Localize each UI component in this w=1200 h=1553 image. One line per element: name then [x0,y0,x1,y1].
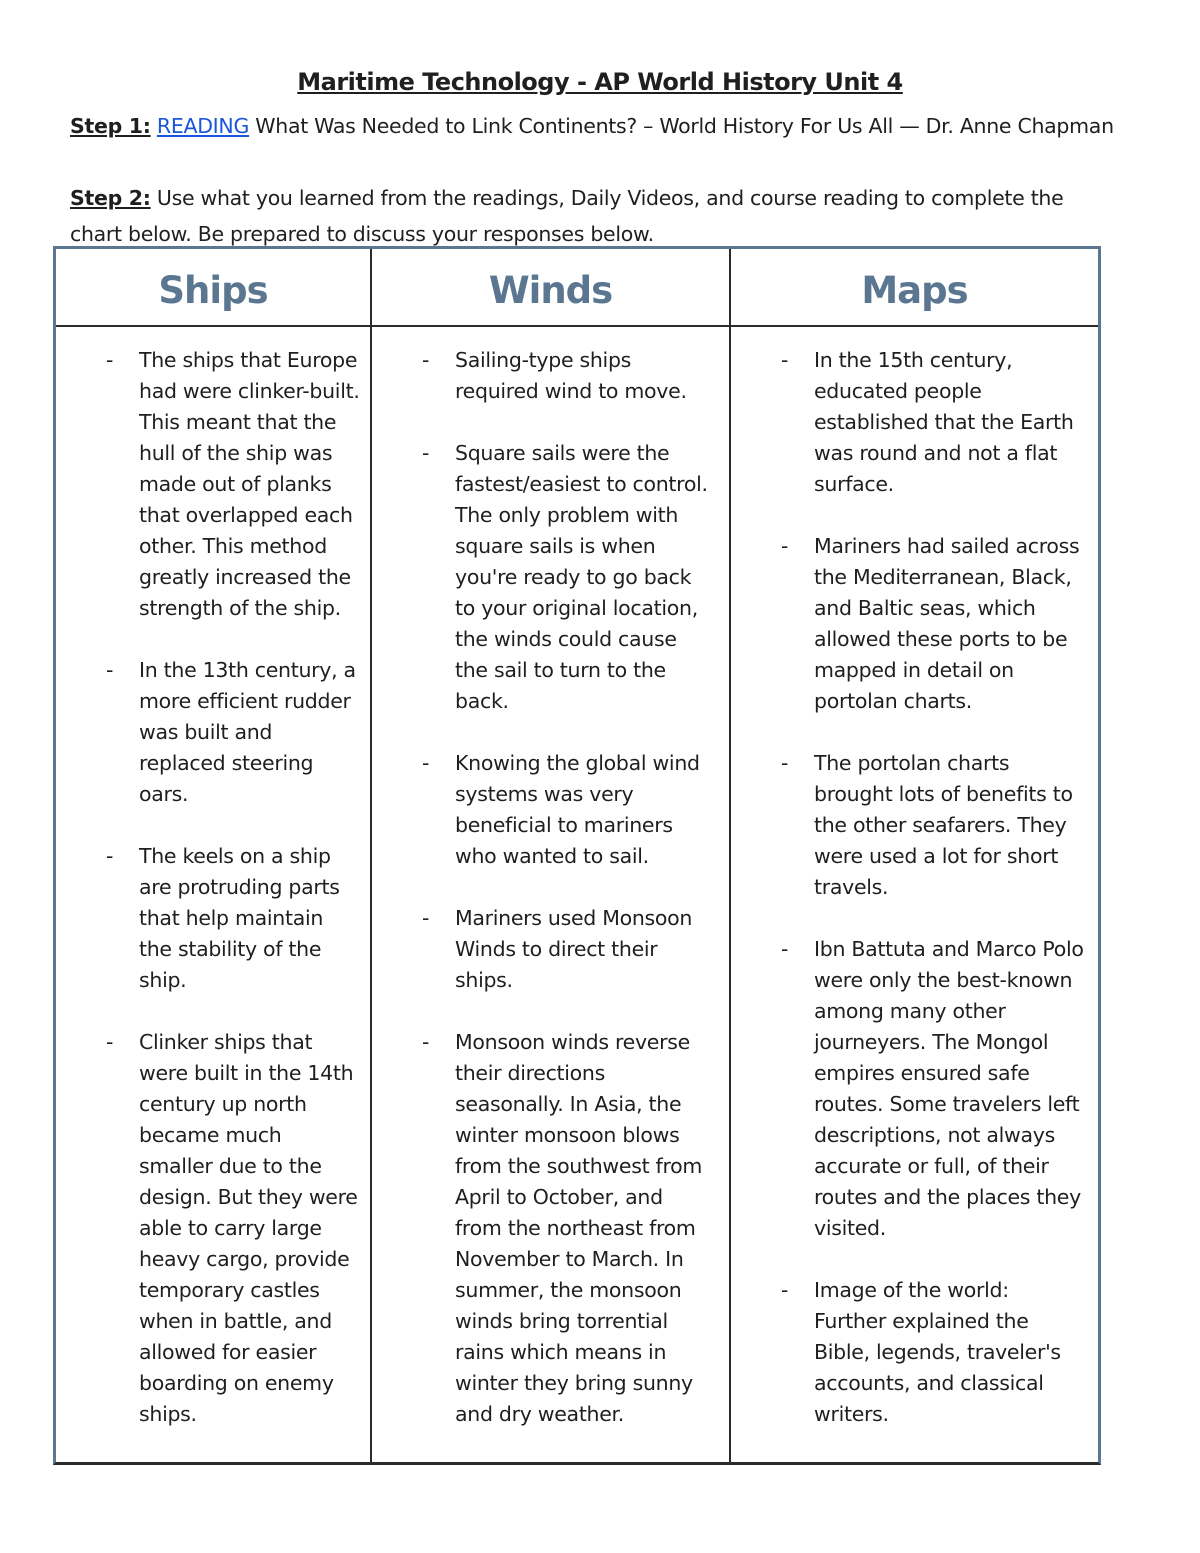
maps-list [731,345,1087,1430]
header-winds: Winds [488,269,613,312]
winds-bullet-item [372,903,714,996]
step-1-text: What Was Needed to Link Continents? – World History For Us All — Dr. Anne Chapman [249,114,1114,138]
winds-bullet-item [372,1027,714,1430]
header-maps: Maps [861,269,968,312]
step-2-label: Step 2: [70,186,151,210]
maps-bullet-item [731,934,1087,1244]
winds-list [372,345,714,1430]
bullet-dash: - [106,658,114,682]
bullet-text: Image of the world: Further explained the Bible, legends, traveler's accounts, and classical writers. [814,1278,1061,1426]
bullet-text: The keels on a ship are protruding parts that help maintain the stability of the ship. [139,844,340,992]
bullet-text: The portolan charts brought lots of benefits to the other seafarers. They were used a lot for short travels. [814,751,1073,899]
bullet-text: Square sails were the fastest/easiest to control. The only problem with square sails is when you're ready to go back to your original location, the winds could cause the sail to turn to the back. [455,441,708,713]
bullet-dash: - [781,937,789,961]
bullet-text: Mariners had sailed across the Mediterranean, Black, and Baltic seas, which allowed these ports to be mapped in detail on portolan charts. [814,534,1080,713]
bullet-text: Monsoon winds reverse their directions seasonally. In Asia, the winter monsoon blows from the southwest from April to October, and from the northeast from November to March. In summer, the monsoon winds bring torrential rains which means in winter they bring sunny and dry weather. [455,1030,703,1426]
bullet-dash: - [781,751,789,775]
step-2-text: Use what you learned from the readings, Daily Videos, and course reading to complete the chart below. Be prepared to discuss your responses below. [70,186,1064,246]
bullet-dash: - [781,348,789,372]
reading-link[interactable]: READING [156,114,250,138]
bullet-dash: - [781,1278,789,1302]
column-winds [372,345,714,1461]
bullet-dash: - [106,348,114,372]
column-maps [731,345,1087,1461]
winds-bullet-item [372,748,714,872]
ships-bullet-item [56,1027,360,1430]
ships-bullet-item [56,345,360,624]
maps-bullet-item [731,531,1087,717]
header-rule [56,325,1098,327]
ships-list [56,345,360,1430]
maps-bullet-item [731,1275,1087,1430]
bullet-text: Sailing-type ships required wind to move. [455,348,687,403]
winds-bullet-item [372,345,714,407]
bullet-text: Clinker ships that were built in the 14th century up north became much smaller due to the design. But they were able to carry large heavy cargo, provide temporary castles when in battle, and allowed for easier boarding on enemy ships. [139,1030,358,1426]
bullet-text: The ships that Europe had were clinker-built. This meant that the hull of the ship was made out of planks that overlapped each other. This method greatly increased the strength of the ship. [139,348,360,620]
bullet-text: Knowing the global wind systems was very beneficial to mariners who wanted to sail. [455,751,700,868]
step-1-label: Step 1: [70,114,151,138]
column-ships [56,345,360,1461]
ships-bullet-item [56,655,360,810]
bullet-dash: - [422,906,430,930]
bullet-dash: - [422,1030,430,1054]
bullet-text: Ibn Battuta and Marco Polo were only the best-known among many other journeyers. The Mongol empires ensured safe routes. Some travelers left descriptions, not always accurate or full, of their routes and the places they visited. [814,937,1084,1240]
bullet-dash: - [422,751,430,775]
maps-bullet-item [731,345,1087,500]
maps-bullet-item [731,748,1087,903]
bullet-dash: - [422,441,430,465]
ships-bullet-item [56,841,360,996]
bullet-text: Mariners used Monsoon Winds to direct their ships. [455,906,693,992]
step-2-instruction [70,180,1110,252]
document-title: Maritime Technology - AP World History Unit 4 [297,68,903,96]
bullet-dash: - [106,1030,114,1054]
bullet-dash: - [106,844,114,868]
bullet-dash: - [781,534,789,558]
bullet-text: In the 13th century, a more efficient rudder was built and replaced steering oars. [139,658,356,806]
step-1-instruction [70,112,1140,140]
winds-bullet-item [372,438,714,717]
bullet-dash: - [422,348,430,372]
chart-table [53,246,1101,1465]
bullet-text: In the 15th century, educated people established that the Earth was round and not a flat surface. [814,348,1074,496]
header-ships: Ships [158,269,268,312]
